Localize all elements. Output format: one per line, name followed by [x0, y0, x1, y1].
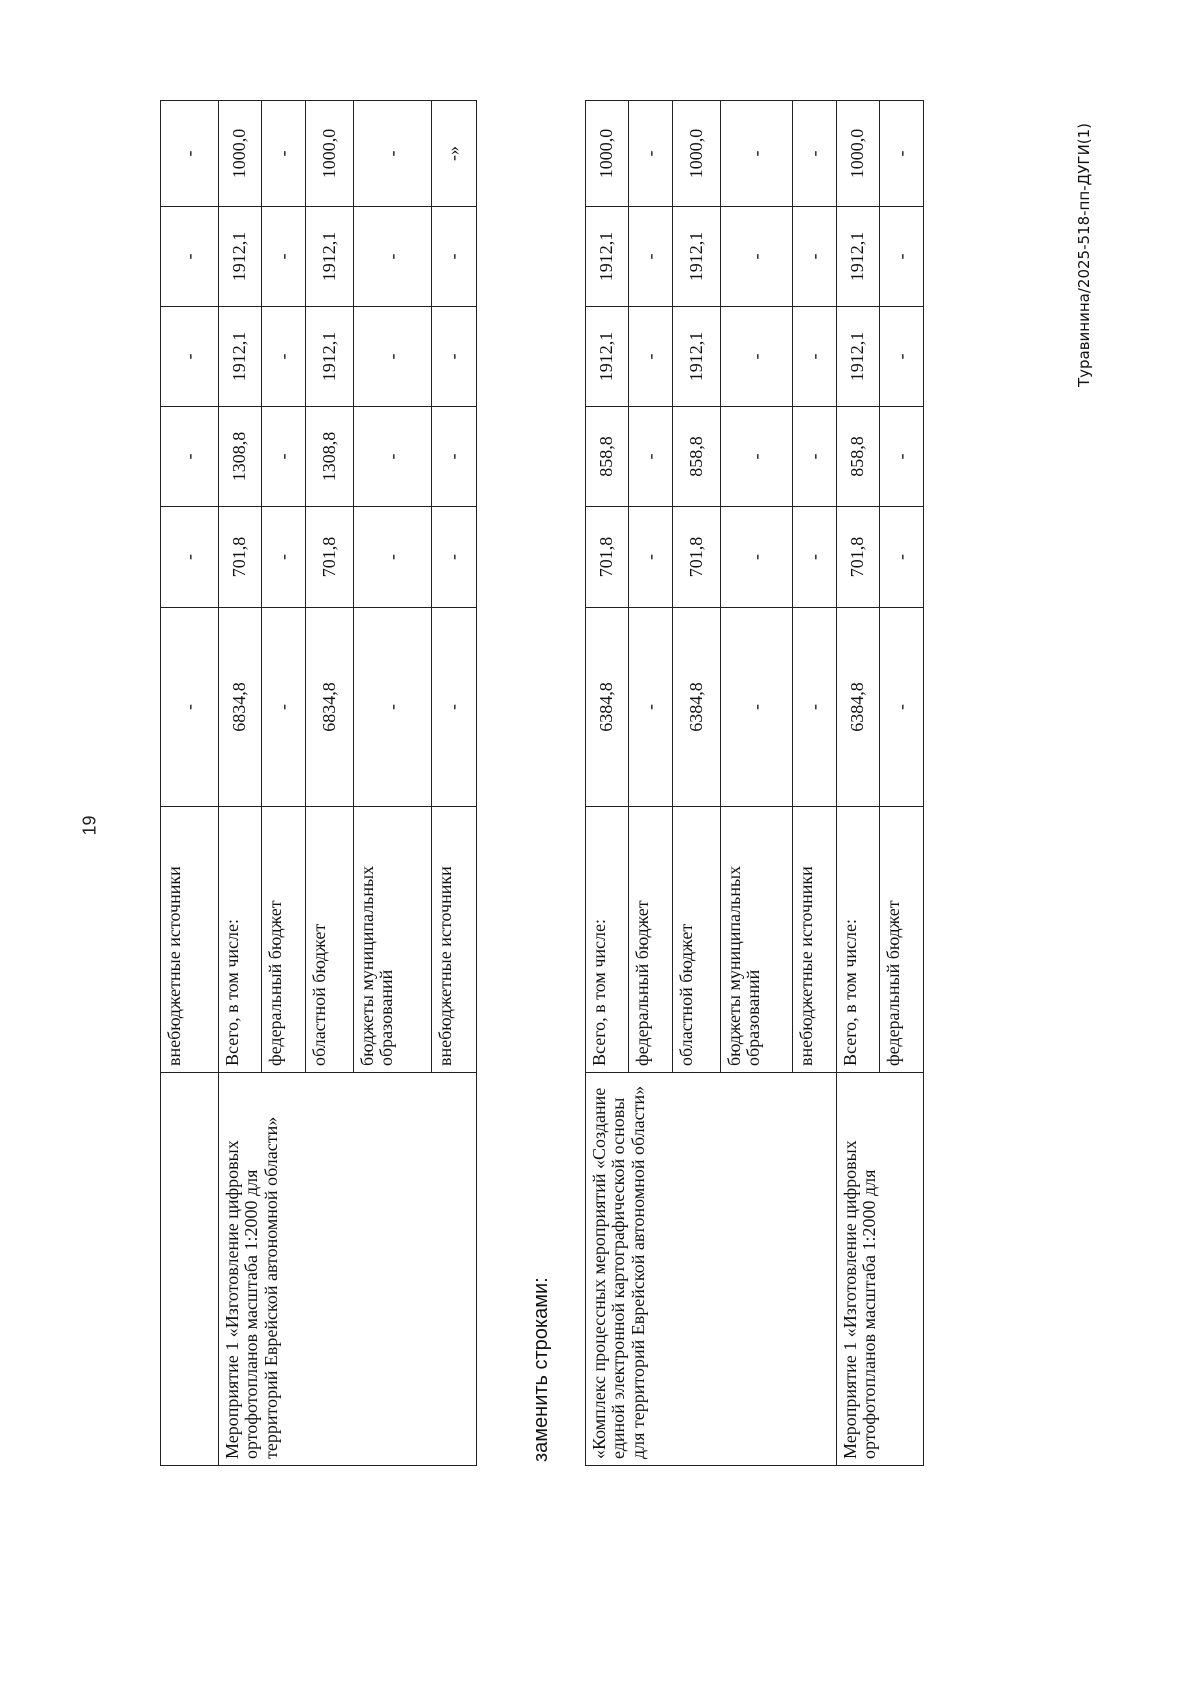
value-cell: - [721, 101, 793, 207]
value-cell: 1912,1 [673, 307, 721, 407]
value-cell: - [354, 207, 432, 307]
value-cell: - [161, 507, 219, 608]
value-cell: - [793, 307, 837, 407]
value-cell: - [161, 407, 219, 507]
source-cell: федеральный бюджет [262, 807, 306, 1073]
item-name-cell-empty [161, 1073, 219, 1466]
value-cell: - [262, 101, 306, 207]
value-cell: - [161, 307, 219, 407]
value-cell: - [880, 101, 924, 207]
value-cell: - [721, 507, 793, 608]
value-cell: - [432, 207, 477, 307]
value-cell: - [880, 507, 924, 608]
value-cell: - [880, 608, 924, 807]
value-cell: 858,8 [837, 407, 880, 507]
value-cell: - [629, 507, 673, 608]
value-cell: - [793, 608, 837, 807]
value-cell: - [354, 407, 432, 507]
value-cell: - [262, 507, 306, 608]
value-cell: - [793, 101, 837, 207]
value-cell: - [721, 207, 793, 307]
value-cell: - [721, 407, 793, 507]
value-cell: - [629, 407, 673, 507]
source-cell: бюджеты муниципальных образований [721, 807, 793, 1073]
value-cell: - [793, 207, 837, 307]
source-cell: федеральный бюджет [629, 807, 673, 1073]
value-cell: - [880, 407, 924, 507]
item-name-cell: Мероприятие 1 «Изготовление цифровых ортофотопланов масштаба 1:2000 для территорий Еврейской автономной области» [219, 1073, 477, 1466]
value-cell: 701,8 [673, 507, 721, 608]
value-cell: -» [432, 101, 477, 207]
value-cell: - [161, 207, 219, 307]
value-cell: 1000,0 [306, 101, 354, 207]
value-cell: - [432, 407, 477, 507]
value-cell: 701,8 [586, 507, 629, 608]
value-cell: 6384,8 [837, 608, 880, 807]
value-cell: - [262, 608, 306, 807]
source-cell: внебюджетные источники [793, 807, 837, 1073]
value-cell: 6834,8 [219, 608, 262, 807]
source-cell: федеральный бюджет [880, 807, 924, 1073]
value-cell: - [793, 407, 837, 507]
table-row [837, 101, 880, 1466]
value-cell: - [793, 507, 837, 608]
value-cell: - [629, 307, 673, 407]
value-cell: 1912,1 [219, 307, 262, 407]
value-cell: - [262, 207, 306, 307]
value-cell: - [262, 307, 306, 407]
value-cell: - [880, 307, 924, 407]
value-cell: 1308,8 [219, 407, 262, 507]
value-cell: - [161, 608, 219, 807]
value-cell: - [262, 407, 306, 507]
source-cell: внебюджетные источники [161, 807, 219, 1073]
source-cell: Всего, в том числе: [586, 807, 629, 1073]
value-cell: 1912,1 [219, 207, 262, 307]
value-cell: 6834,8 [306, 608, 354, 807]
source-cell: Всего, в том числе: [837, 807, 880, 1073]
value-cell: 1000,0 [673, 101, 721, 207]
value-cell: - [354, 507, 432, 608]
value-cell: - [354, 307, 432, 407]
source-cell: областной бюджет [673, 807, 721, 1073]
budget-table-replacement [585, 100, 924, 1466]
source-cell: внебюджетные источники [432, 807, 477, 1073]
value-cell: 701,8 [837, 507, 880, 608]
table-row [161, 101, 219, 1466]
table-row [586, 101, 629, 1466]
source-cell: бюджеты муниципальных образований [354, 807, 432, 1073]
value-cell: 858,8 [673, 407, 721, 507]
value-cell: - [432, 307, 477, 407]
value-cell: 1912,1 [673, 207, 721, 307]
value-cell: - [354, 101, 432, 207]
value-cell: 1912,1 [837, 307, 880, 407]
value-cell: - [354, 608, 432, 807]
value-cell: 6384,8 [673, 608, 721, 807]
source-cell: Всего, в том числе: [219, 807, 262, 1073]
value-cell: 1000,0 [837, 101, 880, 207]
value-cell: - [161, 101, 219, 207]
table-row [219, 101, 262, 1466]
value-cell: 1308,8 [306, 407, 354, 507]
value-cell: - [629, 608, 673, 807]
footer-code: Туравинина/2025-518-пп-ДУГИ(1) [1075, 122, 1093, 388]
budget-table-original [160, 100, 477, 1466]
replace-with-rows-caption: заменить строками: [530, 1277, 552, 1462]
value-cell: 858,8 [586, 407, 629, 507]
source-cell: областной бюджет [306, 807, 354, 1073]
value-cell: 1912,1 [306, 307, 354, 407]
group-name-cell: «Комплекс процессных мероприятий «Создание единой электронной картографической основы для территорий Еврейской автономной области» [586, 1073, 837, 1466]
value-cell: - [629, 207, 673, 307]
value-cell: 1912,1 [586, 207, 629, 307]
value-cell: 6384,8 [586, 608, 629, 807]
value-cell: 1000,0 [219, 101, 262, 207]
value-cell: - [880, 207, 924, 307]
value-cell: 1912,1 [586, 307, 629, 407]
value-cell: 701,8 [219, 507, 262, 608]
group-name-cell: Мероприятие 1 «Изготовление цифровых ортофотопланов масштаба 1:2000 для [837, 1073, 924, 1466]
value-cell: 1000,0 [586, 101, 629, 207]
value-cell: - [432, 608, 477, 807]
value-cell: 701,8 [306, 507, 354, 608]
page-number: 19 [79, 815, 100, 836]
value-cell: - [629, 101, 673, 207]
value-cell: - [432, 507, 477, 608]
value-cell: 1912,1 [837, 207, 880, 307]
value-cell: - [721, 608, 793, 807]
value-cell: - [721, 307, 793, 407]
value-cell: 1912,1 [306, 207, 354, 307]
